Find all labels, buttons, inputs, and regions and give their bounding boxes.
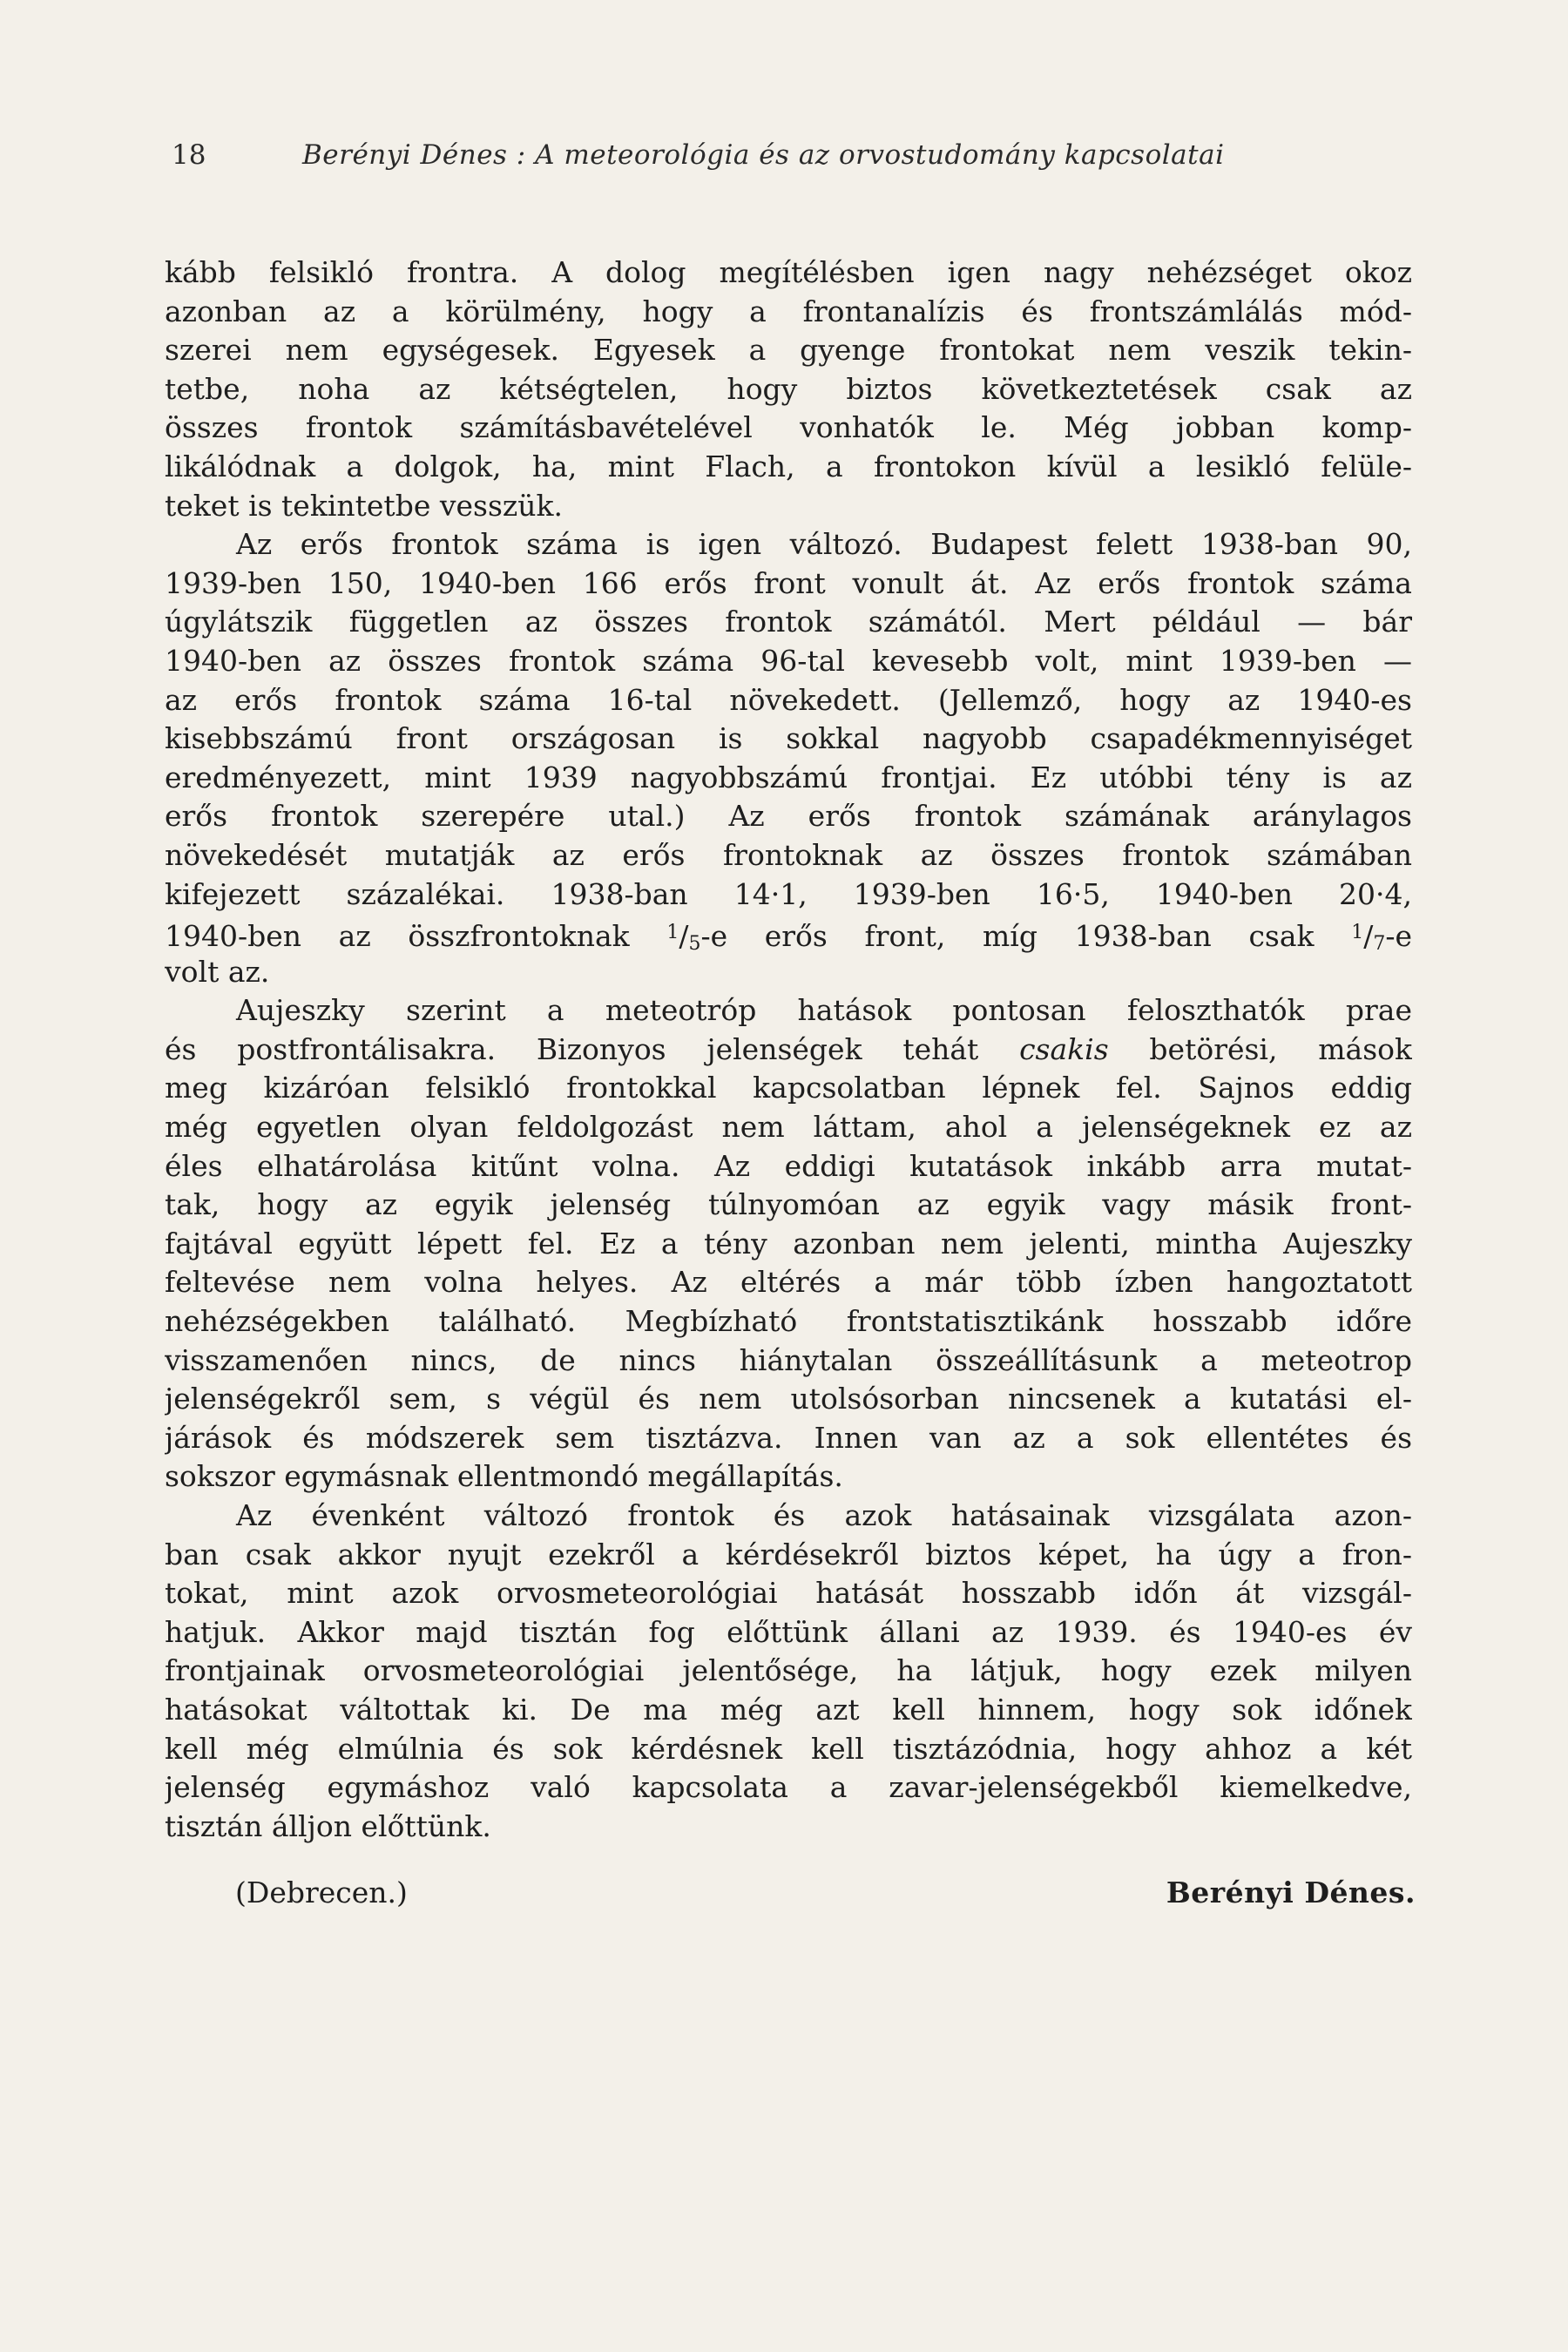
text-line: nehézségekben található. Megbízható frontstatisztikánk hosszabb időre (165, 1304, 1412, 1339)
fraction-line-prefix: 1940-ben az összfrontoknak (165, 919, 667, 953)
text-line: fajtával együtt lépett fel. Ez a tény azonban nem jelenti, mintha Aujeszky (165, 1226, 1412, 1260)
text-line: Az évenként változó frontok és azok hatásainak vizsgálata azon- (236, 1498, 1412, 1532)
paragraph (165, 1497, 1412, 1846)
text-line: kisebbszámú front országosan is sokkal nagyobb csapadékmennyiséget (165, 721, 1412, 756)
text-segment: és postfrontálisakra. Bizonyos jelenségek tehát (165, 1031, 1020, 1066)
text-line: összes frontok számításbavételével vonhatók le. Még jobban komp- (165, 410, 1412, 445)
place-of-writing: (Debrecen.) (235, 1876, 408, 1909)
text-line: még egyetlen olyan feldolgozást nem láttam, ahol a jelenségeknek ez az (165, 1110, 1412, 1145)
text-line: 1940-ben az összes frontok száma 96-tal kevesebb volt, mint 1939-ben — (165, 643, 1412, 678)
text-line: növekedését mutatják az erős frontoknak az összes frontok számában (165, 837, 1412, 872)
text-line: járások és módszerek sem tisztázva. Innen van az a sok ellentétes és (165, 1420, 1412, 1455)
text-line-with-italic (165, 1031, 1412, 1070)
text-segment: betörési, mások (1108, 1031, 1412, 1066)
text-line: feltevése nem volna helyes. Az eltérés a már több ízben hangoztatott (165, 1265, 1412, 1300)
text-line: meg kizáróan felsikló frontokkal kapcsolatban lépnek fel. Sajnos eddig (165, 1071, 1412, 1105)
text-line: hatásokat váltottak ki. De ma még azt kell hinnem, hogy sok időnek (165, 1692, 1412, 1727)
text-line: eredményezett, mint 1939 nagyobbszámú frontjai. Ez utóbbi tény is az (165, 760, 1412, 794)
text-line: úgylátszik független az összes frontok számától. Mert például — bár (165, 605, 1412, 639)
page-number: 18 (172, 139, 206, 171)
italic-emphasis: csakis (1019, 1031, 1109, 1066)
text-line: visszamenően nincs, de nincs hiánytalan összeállításunk a meteotrop (165, 1342, 1412, 1377)
paragraph (165, 525, 1412, 991)
article-body (165, 253, 1412, 1846)
text-line: 1939-ben 150, 1940-ben 166 erős front vonult át. Az erős frontok száma (165, 565, 1412, 600)
text-line: ban csak akkor nyujt ezekről a kérdésekről biztos képet, ha úgy a fron- (165, 1537, 1412, 1571)
text-line: sokszor egymásnak ellentmondó megállapítás. (165, 1459, 843, 1494)
text-line: éles elhatárolása kitűnt volna. Az eddigi kutatások inkább arra mutat- (165, 1148, 1412, 1183)
text-line: kább felsikló frontra. A dolog megítélésben igen nagy nehézséget okoz (165, 255, 1412, 289)
text-line: tisztán álljon előttünk. (165, 1808, 491, 1843)
text-line: az erős frontok száma 16-tal növekedett. (Jellemző, hogy az 1940-es (165, 682, 1412, 717)
text-line: volt az. (165, 954, 270, 989)
text-line: kell még elmúlnia és sok kérdésnek kell tisztázódnia, hogy ahhoz a két (165, 1731, 1412, 1766)
fraction-denominator: 5 (688, 933, 701, 953)
fraction-numerator: 1 (666, 922, 679, 944)
text-line: erős frontok szerepére utal.) Az erős frontok számának aránylagos (165, 799, 1412, 834)
paragraph (165, 991, 1412, 1497)
text-line: tokat, mint azok orvosmeteorológiai hatását hosszabb időn át vizsgál- (165, 1576, 1412, 1611)
text-line: likálódnak a dolgok, ha, mint Flach, a frontokon kívül a lesikló felüle- (165, 449, 1412, 483)
author-signature: Berényi Dénes. (1166, 1876, 1416, 1909)
text-line: tetbe, noha az kétségtelen, hogy biztos következtetések csak az (165, 371, 1412, 406)
text-line: Aujeszky szerint a meteotróp hatások pontosan feloszthatók prae (236, 993, 1412, 1028)
fraction-line-middle: -e erős front, míg 1938-ban csak (700, 919, 1352, 953)
signature-row (235, 1876, 1416, 1919)
fraction-denominator: 7 (1373, 933, 1386, 953)
text-line: jelenségekről sem, s végül és nem utolsósorban nincsenek a kutatási el- (165, 1382, 1412, 1416)
running-head: Berényi Dénes : A meteorológia és az orvostudomány kapcsolatai (302, 139, 1225, 171)
text-line: kifejezett százalékai. 1938-ban 14·1, 1939-ben 16·5, 1940-ben 20·4, (165, 876, 1412, 911)
text-line: jelenség egymáshoz való kapcsolata a zavar-jelenségekből kiemelkedve, (165, 1770, 1412, 1805)
text-line: hatjuk. Akkor majd tisztán fog előttünk állani az 1939. és 1940-es év (165, 1614, 1412, 1649)
text-line: szerei nem egységesek. Egyesek a gyenge frontokat nem veszik tekin- (165, 333, 1412, 368)
text-line: frontjainak orvosmeteorológiai jelentősége, ha látjuk, hogy ezek milyen (165, 1653, 1412, 1688)
fraction-line-suffix: -e (1385, 919, 1412, 953)
page-header (172, 139, 1409, 183)
text-line: Az erős frontok száma is igen változó. Budapest felett 1938-ban 90, (236, 527, 1412, 562)
fraction-numerator: 1 (1351, 922, 1364, 944)
text-line: tak, hogy az egyik jelenség túlnyomóan az egyik vagy másik front- (165, 1187, 1412, 1222)
text-line: teket is tekintetbe vesszük. (165, 488, 564, 523)
paragraph (165, 253, 1412, 525)
text-line: azonban az a körülmény, hogy a frontanalízis és frontszámlálás mód- (165, 294, 1412, 328)
text-line-fractions: 1940-ben az összfrontoknak $^1$/5-e erős front, míg 1938-ban csak $^1$/7-e (165, 914, 1412, 953)
